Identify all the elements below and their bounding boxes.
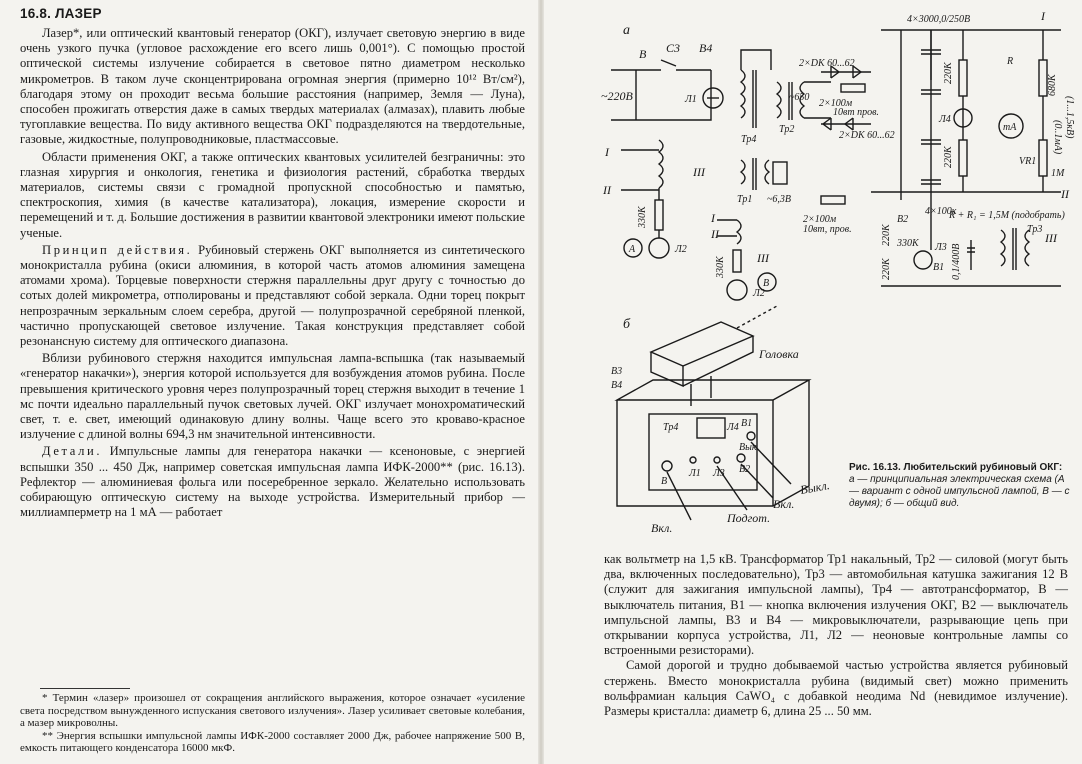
ma-label: mA [1003,122,1017,133]
v63-label: ~6,3В [767,194,792,205]
v650-label: ~650 [789,92,810,103]
b4-label: В4 [611,380,623,391]
r330-1-label: 330К [897,238,919,249]
mains-label: ~220В [601,89,633,103]
caption-title: Рис. 16.13. Любительский рубиновый ОКГ: [849,462,1063,473]
panel-controls [662,432,791,520]
caps2-label: 4×100к [925,206,957,217]
roman-3-out: III [1045,231,1057,245]
r680-label: 680К [1047,74,1058,96]
variant-b-label: В [763,278,770,289]
device-box [617,380,809,506]
panel-a-label: а [623,23,630,38]
roman-2-in: II [603,183,611,197]
r-label: R [1007,56,1014,67]
roman-1-in-b: I [711,211,715,225]
b4-label: В4 [699,41,713,55]
ma-range-label: (0..1мА) [1052,120,1063,155]
switch-b-label: В [639,47,647,61]
panel-l3: Л3 [713,468,725,479]
l2-a-label: Л2 [675,244,687,255]
tr1-label: Тр1 [737,194,753,205]
mv-range-label: (1...1,5кВ) [1064,96,1075,139]
principle-text: Рубиновый стержень ОКГ выполняется из синтетического монокристалла рубина (окиси алюминия, в которой часть атомов алюминия замещена атомами хрома). Торцевые поверхности стержня параллельны друг другу с точностью до сотых долей микрометра, отполированы и представляют собой зеркала. Одни торец покрыт непрозрачным зеркальным слоем серебра, другой — полупрозрачной серебряной пленкой, частично пропускающей световое излучение. Такая конструкция представляет собой резонансную систему для оптического диапазона. [20,242,525,349]
b3-label: В3 [611,366,623,377]
panel-b2: В2 [739,464,751,475]
principle-label: Принцип действия. [42,242,193,257]
caps-label: 4×3000,0/250В [907,14,971,25]
r-top-label: 2×100м [819,98,853,109]
roman-1-out: I [1041,9,1045,23]
vr1-label: VR1 [1019,156,1037,167]
r220k-4-label: 220К [881,258,892,280]
details-text: Импульсные лампы для генератора накачки — ксеноновые, с энергией вспышки 350 ... 450 Дж, например советская импульсная лампа ИФК-2000** (рис. 16.13). Рефлектор — алюминиевая фольга или посеребренное зеркало. Желательно использовать собирающую оптическую систему на выходе устройства. Измерительный прибор — миллиамперметр на 1 мА — работает [20,444,526,520]
r220k-3-label: 220К [881,224,892,246]
footnote-rule [40,688,130,689]
w-bot-label: 10вт, пров. [803,224,852,235]
caption-text: а — принципиальная электрическая схема (А — вариант с одной импульсной лампой, В — с двумя); б — общий вид. [849,474,1070,509]
head-label: Головка [759,347,799,361]
tr2-label: Тр2 [779,124,795,135]
rr1-label: R + R₁ = 1,5М (подобрать) [949,210,1065,221]
roman-3-in-b: III [757,251,769,265]
r220k-2-label: 220К [943,146,954,168]
diodes-bottom-label: 2×DK 60...62 [839,130,895,141]
footnote-2: ** Энергия вспышки импульсной лампы ИФК-2000 составляет 2000 Дж, рабочее напряжение 500 В, емкость питающего конденсатора 16000 мкФ. [20,729,525,755]
r220k-1-label: 220К [943,62,954,84]
l3-label: Л3 [935,242,947,253]
roman-2-in-b: II [711,227,719,241]
on-label-2: Вкл. [773,497,795,511]
roman-2-out: II [1061,187,1069,201]
s3-label: С3 [666,41,681,55]
footnotes [20,692,525,755]
left-column [20,26,525,521]
right-paragraph-2: Самой дорогой и трудно добываемой частью устройства является рубиновый стержень. Вместо монокристалла рубина (видимый свет) можно применить вольфрамиан кальция CaWO₄ с добавкой неодима Nd (невидимое излучение). Размеры кристалла: диаметр 6, длина 25 ... 50 мм. [604,658,1068,719]
w-top-label: 10вт пров. [833,107,879,118]
panel-b-label: б [623,317,631,332]
applications-paragraph: Области применения ОКГ, а также оптических квантовых усилителей безграничны: это глазная хирургия и онкология, генетика и физиология растений, сбработка твердых материалов, системы связи с громадной пропускной способностью и памятью, спектроскопия, химия (в качестве катализатора), локация, измерение скорости и перемещений и т. д. Большие достижения в развитии квантовой электроники имеют польские ученые. [20,149,525,240]
figure-caption [849,462,1071,510]
details-paragraph [20,444,525,520]
m1-label: 1М [1051,168,1065,179]
right-page [541,0,1082,764]
r-bot-label: 2×100м [803,214,837,225]
off-label: Выкл. [799,478,831,497]
panel-off: Вык [739,442,757,453]
l2-b-label: Л2 [753,288,765,299]
prep-label: Подгот. [727,511,771,525]
tr4-label: Тр4 [741,134,757,145]
r330-3-label: 330К [715,256,726,278]
panel-tr4: Тр4 [663,422,679,433]
diodes-top-label: 2×DK 60...62 [799,58,855,69]
c1-label: 0,1/400В [951,243,962,280]
b2-label: В2 [897,214,909,225]
roman-1-in: I [605,145,609,159]
flashlamp-paragraph: Вблизи рубинового стержня находится импульсная лампа-вспышка (так называемый «генератор накачки»), энергия которой используется для возбуждения атомов рубина. После превышения критического уровня через полупрозрачный торец стержня выходит в течение 1 мс почти идеально параллельный пучок световых лучей. ОКГ излучает монохроматический свет, т. е. свет, имеющий одинаковую длину волны. Чаще всего это кроваво-красное излучение с длиной волны 694,3 нм значительной интенсивности. [20,351,525,442]
intro-paragraph: Лазер*, или оптический квантовый генератор (ОКГ), излучает световую энергию в виде очень узкого пучка (угловое расхождение его всего лишь 0,001°). С помощью простой оптической системы излучение собирается в световое пятно диаметром несколько микрометров. В таком луче сконцентрирована огромная энергия (примерно 10¹² Вт/см²), благодаря этому он проходит весьма большие расстояния (например, Земля — Луна), способен прожигать отверстия даже в самых твердых материалах (алмазах), плавить любые тугоплавкие вещества. По виду активного вещества ОКГ подразделяются на твердотельные, газовые, жидкостные, полупроводниковые, пластмассовые. [20,26,525,147]
right-column [604,552,1068,719]
on-label-1: Вкл. [651,521,673,535]
panel-l1: Л1 [689,468,701,479]
tr3-label: Тр3 [1027,224,1043,235]
panel-b: В [661,476,668,487]
roman-3-in: III [693,165,705,179]
panel-l4: Л4 [727,422,739,433]
l1-label: Л1 [685,94,697,105]
details-label: Детали. [42,444,103,459]
panel-b1: В1 [741,418,753,429]
b1-label: В1 [933,262,945,273]
r330-2-label: 330К [637,206,648,228]
variant-a-label: А [629,244,636,255]
principle-paragraph [20,243,525,349]
section-heading: 16.8. ЛАЗЕР [20,6,102,21]
right-paragraph-1: как вольтметр на 1,5 кВ. Трансформатор Тр1 накальный, Тр2 — силовой (могут быть два, включенных последовательно), Тр3 — автомобильная катушка зажигания 12 В (служит для зажигания импульсной лампы), Тр4 — автотрансформатор, В — выключатель питания, В1 — кнопка включения излучения ОКГ, В2 — выключатель импульсной лампы, В3 и В4 — микровыключатели, разрывающие цепь при открывании корпуса устройства, Л1, Л2 — неоновые контрольные лампы со встроенными резисторами). [604,552,1068,658]
l4-label: Л4 [939,114,951,125]
footnote-1: * Термин «лазер» произошел от сокращения английского выражения, которое означает «усиление света посредством вынужденного испускания светового излучения». Лазер усиливает световые колебания, а мазер микроволны. [20,692,525,730]
